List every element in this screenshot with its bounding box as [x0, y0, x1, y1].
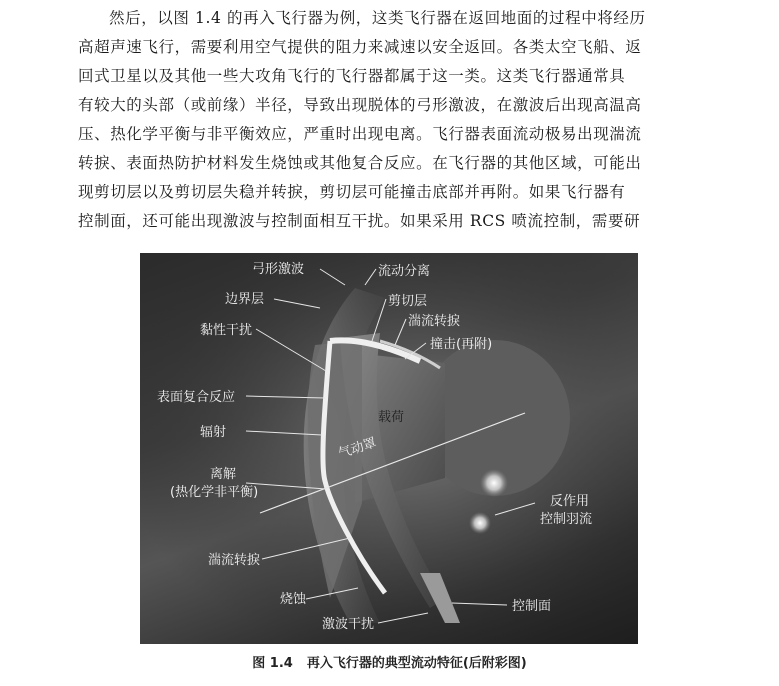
text-line: 控制面，还可能出现激波与控制面相互干扰。如果采用 RCS 喷流控制，需要研 [78, 212, 641, 230]
label-aeroshell: 气动罩 [336, 435, 379, 462]
body-paragraph [78, 4, 678, 236]
figure-illustration [140, 253, 638, 644]
label-boundary-layer: 边界层 [225, 292, 265, 307]
label-turbulent-transition-top: 湍流转捩 [408, 314, 461, 329]
reentry-vehicle-figure [140, 253, 638, 644]
label-flow-separation: 流动分离 [378, 264, 431, 279]
label-dissociation: 离解 [210, 467, 237, 482]
label-reaction-jet: 反作用 [550, 494, 590, 509]
text-line: 回式卫星以及其他一些大攻角飞行的飞行器都属于这一类。这类飞行器通常具 [78, 67, 626, 85]
caption-text: 再入飞行器的典型流动特征(后附彩图) [306, 656, 527, 671]
text-line: 然后，以图 1.4 的再入飞行器为例，这类飞行器在返回地面的过程中将经历 [109, 9, 646, 27]
label-nonequilibrium: (热化学非平衡) [170, 485, 259, 500]
label-viscous-interaction: 黏性干扰 [200, 323, 253, 338]
rcs-plume-upper [480, 469, 508, 497]
label-bow-shock: 弓形激波 [252, 262, 305, 277]
text-line: 现剪切层以及剪切层失稳并转捩，剪切层可能撞击底部并再附。如果飞行器有 [78, 183, 626, 201]
caption-number: 图 1.4 [252, 656, 293, 671]
text-line: 有较大的头部（或前缘）半径，导致出现脱体的弓形激波，在激波后出现高温高 [78, 96, 642, 114]
text-line: 压、热化学平衡与非平衡效应，严重时出现电离。飞行器表面流动极易出现湍流 [78, 125, 642, 143]
label-payload: 载荷 [378, 410, 405, 425]
label-surface-reaction: 表面复合反应 [157, 390, 236, 405]
label-ablation: 烧蚀 [280, 592, 307, 607]
label-radiation: 辐射 [200, 425, 227, 440]
label-control-surface: 控制面 [512, 599, 552, 614]
label-impingement: 撞击(再附) [430, 337, 493, 352]
label-control-plume: 控制羽流 [540, 512, 593, 527]
text-line: 高超声速飞行，需要利用空气提供的阻力来减速以安全返回。各类太空飞船、返 [78, 38, 642, 56]
figure-caption [0, 652, 779, 671]
rcs-plume-lower [469, 512, 491, 534]
label-turbulent-transition-bottom: 湍流转捩 [208, 553, 261, 568]
text-line: 转捩、表面热防护材料发生烧蚀或其他复合反应。在飞行器的其他区域，可能出 [78, 154, 642, 172]
label-shear-layer: 剪切层 [388, 294, 428, 309]
label-shock-interaction: 激波干扰 [322, 617, 375, 632]
